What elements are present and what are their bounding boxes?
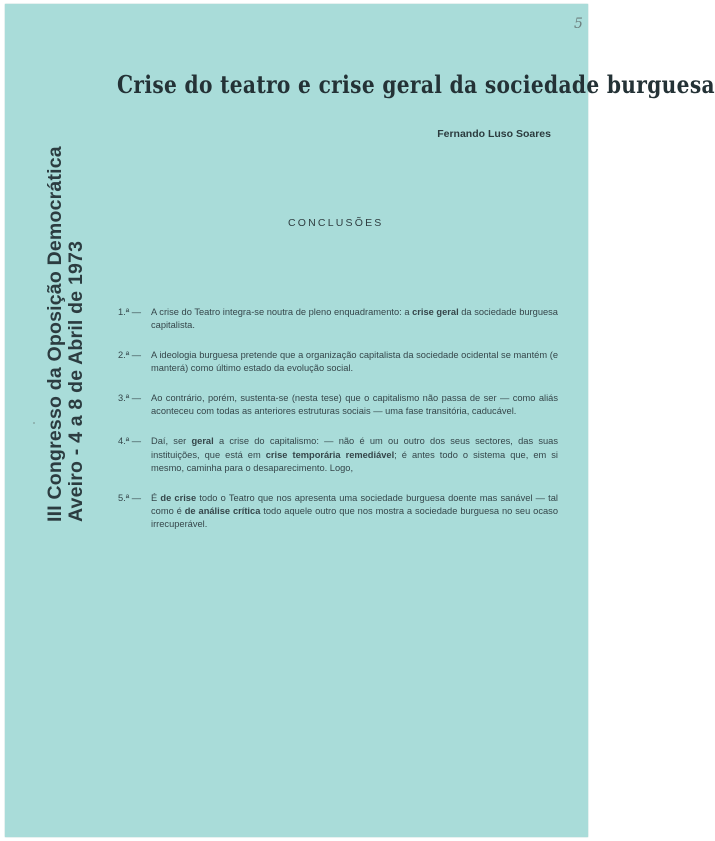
text-segment: A ideologia burguesa pretende que a organização capitalista da sociedade ocidental se mantém (e manterá) como último estado da evolução social.: [151, 350, 558, 374]
conclusion-number: 5.ª —: [118, 492, 142, 503]
conclusion-item: [118, 435, 558, 475]
conclusion-item: [118, 492, 558, 532]
text-segment: É: [151, 492, 161, 503]
paper-speck: [33, 422, 35, 424]
text-segment: a crise do capitalismo: — não é um ou outro dos seus sectores, das suas instituições, que está em: [151, 436, 558, 460]
section-heading: CONCLUSÕES: [288, 217, 384, 229]
text-segment: A crise do Teatro integra-se noutra de pleno enquadramento: a: [151, 307, 413, 317]
congress-name: III Congresso da Oposição Democrática: [44, 146, 66, 522]
emphasized-text: geral: [191, 436, 214, 447]
conclusion-text: [151, 493, 558, 530]
author-name: Fernando Luso Soares: [437, 128, 551, 140]
congress-place-date: Aveiro - 4 a 8 de Abril de 1973: [65, 240, 87, 522]
conclusion-item: [118, 392, 558, 419]
emphasized-text: de crise: [160, 492, 197, 503]
conclusion-text: [151, 436, 558, 473]
conclusion-number: 4.ª —: [118, 436, 142, 447]
conclusion-text: [151, 393, 558, 416]
conclusion-text: [151, 350, 558, 373]
side-caption: [44, 146, 87, 522]
document-page: [5, 4, 715, 837]
conclusion-item: [118, 349, 558, 376]
text-segment: ; é antes todo o sistema que, em si mesmo, caminha para o desaparecimento. Logo,: [151, 449, 559, 473]
conclusion-number: 3.ª —: [118, 393, 142, 404]
document-title: Crise do teatro e crise geral da sociedade burguesa: [117, 70, 715, 99]
conclusion-text: [151, 307, 558, 330]
emphasized-text: crise geral: [412, 307, 459, 317]
emphasized-text: de análise crítica: [184, 505, 261, 516]
conclusion-number: 1.ª —: [118, 307, 142, 317]
conclusions-list: [118, 306, 558, 548]
text-segment: Ao contrário, porém, sustenta-se (nesta tese) que o capitalismo não passa de ser — como aliás aconteceu com todas as anteriores estruturas sociais — uma fase transitória, caducável.: [151, 393, 558, 417]
conclusion-item: [118, 306, 558, 333]
emphasized-text: crise temporária remediável: [265, 449, 395, 460]
text-segment: da sociedade burguesa capitalista.: [151, 307, 558, 331]
conclusion-number: 2.ª —: [118, 350, 142, 361]
page-number: 5: [574, 16, 583, 32]
text-segment: todo o Teatro que nos apresenta uma sociedade burguesa doente mas sanável — tal como é: [151, 492, 558, 516]
text-segment: Daí, ser: [151, 436, 192, 447]
text-segment: todo aquele outro que nos mostra a sociedade burguesa no seu ocaso irrecuperável.: [151, 505, 558, 530]
